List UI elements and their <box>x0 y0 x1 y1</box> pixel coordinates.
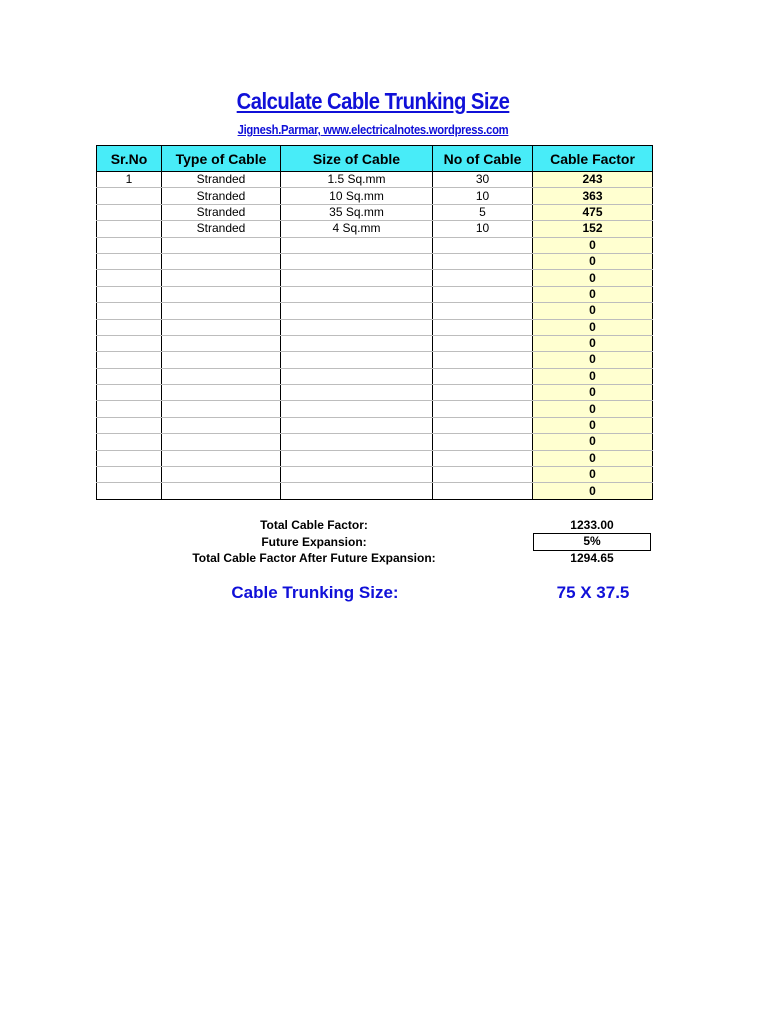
trunking-size-label: Cable Trunking Size: <box>231 583 399 602</box>
author-link[interactable]: Jignesh.Parmar, www.electricalnotes.wordpress.com <box>237 123 509 137</box>
sr-no-cell[interactable] <box>97 483 162 499</box>
count-cell[interactable] <box>433 335 533 351</box>
sr-no-cell[interactable] <box>97 188 162 204</box>
factor-cell: 0 <box>533 253 653 269</box>
size-cell[interactable] <box>281 434 433 450</box>
size-cell[interactable] <box>281 335 433 351</box>
sr-no-cell[interactable]: 1 <box>97 172 162 188</box>
count-cell[interactable] <box>433 286 533 302</box>
factor-cell: 0 <box>533 417 653 433</box>
type-cell[interactable] <box>162 352 281 368</box>
factor-cell: 0 <box>533 401 653 417</box>
factor-cell: 0 <box>533 286 653 302</box>
factor-cell: 0 <box>533 483 653 499</box>
type-cell[interactable] <box>162 385 281 401</box>
count-cell[interactable] <box>433 385 533 401</box>
count-cell[interactable] <box>433 270 533 286</box>
count-cell[interactable] <box>433 434 533 450</box>
total-cable-factor-label: Total Cable Factor: <box>260 518 368 532</box>
size-cell[interactable] <box>281 352 433 368</box>
size-cell[interactable] <box>281 483 433 499</box>
type-cell[interactable] <box>162 270 281 286</box>
table-row <box>97 237 653 253</box>
factor-cell: 0 <box>533 434 653 450</box>
table-row <box>97 401 653 417</box>
header-cable-factor: Cable Factor <box>533 146 653 172</box>
sr-no-cell[interactable] <box>97 319 162 335</box>
count-cell[interactable]: 30 <box>433 172 533 188</box>
type-cell[interactable]: Stranded <box>162 221 281 237</box>
type-cell[interactable] <box>162 335 281 351</box>
table-row <box>97 188 653 204</box>
count-cell[interactable] <box>433 450 533 466</box>
sr-no-cell[interactable] <box>97 368 162 384</box>
sr-no-cell[interactable] <box>97 401 162 417</box>
table-row <box>97 286 653 302</box>
header-sr-no: Sr.No <box>97 146 162 172</box>
sr-no-cell[interactable] <box>97 204 162 220</box>
size-cell[interactable]: 10 Sq.mm <box>281 188 433 204</box>
future-expansion-label: Future Expansion: <box>261 535 367 549</box>
type-cell[interactable] <box>162 401 281 417</box>
size-cell[interactable] <box>281 270 433 286</box>
factor-cell: 0 <box>533 385 653 401</box>
sr-no-cell[interactable] <box>97 450 162 466</box>
type-cell[interactable] <box>162 483 281 499</box>
type-cell[interactable]: Stranded <box>162 204 281 220</box>
size-cell[interactable] <box>281 303 433 319</box>
table-row <box>97 385 653 401</box>
type-cell[interactable] <box>162 303 281 319</box>
factor-cell: 243 <box>533 172 653 188</box>
type-cell[interactable] <box>162 319 281 335</box>
factor-cell: 0 <box>533 237 653 253</box>
size-cell[interactable] <box>281 319 433 335</box>
size-cell[interactable] <box>281 467 433 483</box>
header-type-of-cable: Type of Cable <box>162 146 281 172</box>
table-header-row <box>97 146 653 172</box>
type-cell[interactable] <box>162 253 281 269</box>
type-cell[interactable] <box>162 434 281 450</box>
factor-cell: 0 <box>533 352 653 368</box>
size-cell[interactable] <box>281 401 433 417</box>
sr-no-cell[interactable] <box>97 253 162 269</box>
sr-no-cell[interactable] <box>97 335 162 351</box>
table-row <box>97 270 653 286</box>
total-after-expansion-value: 1294.65 <box>570 551 614 565</box>
table-row <box>97 352 653 368</box>
sr-no-cell[interactable] <box>97 270 162 286</box>
count-cell[interactable] <box>433 319 533 335</box>
table-body <box>97 172 653 500</box>
header-size-of-cable: Size of Cable <box>281 146 433 172</box>
table-row <box>97 303 653 319</box>
size-cell[interactable] <box>281 450 433 466</box>
size-cell[interactable] <box>281 286 433 302</box>
count-cell[interactable] <box>433 352 533 368</box>
table-row <box>97 417 653 433</box>
factor-cell: 0 <box>533 303 653 319</box>
factor-cell: 0 <box>533 335 653 351</box>
type-cell[interactable] <box>162 417 281 433</box>
count-cell[interactable] <box>433 467 533 483</box>
type-cell[interactable]: Stranded <box>162 188 281 204</box>
table-row <box>97 368 653 384</box>
trunking-size-value: 75 X 37.5 <box>556 583 630 602</box>
size-cell[interactable] <box>281 368 433 384</box>
count-cell[interactable] <box>433 237 533 253</box>
size-cell[interactable] <box>281 237 433 253</box>
table-row <box>97 335 653 351</box>
type-cell[interactable]: Stranded <box>162 172 281 188</box>
table-row <box>97 221 653 237</box>
table-row <box>97 483 653 499</box>
count-cell[interactable] <box>433 483 533 499</box>
sr-no-cell[interactable] <box>97 385 162 401</box>
table-row <box>97 204 653 220</box>
factor-cell: 0 <box>533 368 653 384</box>
total-after-expansion-label: Total Cable Factor After Future Expansion: <box>192 551 436 565</box>
total-cable-factor-value: 1233.00 <box>570 518 614 532</box>
factor-cell: 0 <box>533 450 653 466</box>
table-row <box>97 319 653 335</box>
page-title: Calculate Cable Trunking Size <box>236 88 510 114</box>
type-cell[interactable] <box>162 286 281 302</box>
sr-no-cell[interactable] <box>97 286 162 302</box>
count-cell[interactable]: 5 <box>433 204 533 220</box>
count-cell[interactable] <box>433 303 533 319</box>
factor-cell: 0 <box>533 319 653 335</box>
type-cell[interactable] <box>162 450 281 466</box>
size-cell[interactable] <box>281 385 433 401</box>
cable-table <box>96 145 653 500</box>
table-row <box>97 434 653 450</box>
factor-cell: 152 <box>533 221 653 237</box>
size-cell[interactable]: 4 Sq.mm <box>281 221 433 237</box>
size-cell[interactable]: 1.5 Sq.mm <box>281 172 433 188</box>
factor-cell: 363 <box>533 188 653 204</box>
table-row <box>97 450 653 466</box>
factor-cell: 0 <box>533 467 653 483</box>
count-cell[interactable]: 10 <box>433 221 533 237</box>
table-row <box>97 467 653 483</box>
sr-no-cell[interactable] <box>97 417 162 433</box>
factor-cell: 0 <box>533 270 653 286</box>
sr-no-cell[interactable] <box>97 352 162 368</box>
sr-no-cell[interactable] <box>97 237 162 253</box>
size-cell[interactable] <box>281 417 433 433</box>
size-cell[interactable] <box>281 253 433 269</box>
future-expansion-input[interactable]: 5% <box>533 533 651 551</box>
sr-no-cell[interactable] <box>97 434 162 450</box>
table-row <box>97 172 653 188</box>
type-cell[interactable] <box>162 237 281 253</box>
table-row <box>97 253 653 269</box>
sr-no-cell[interactable] <box>97 221 162 237</box>
count-cell[interactable] <box>433 368 533 384</box>
sr-no-cell[interactable] <box>97 467 162 483</box>
factor-cell: 475 <box>533 204 653 220</box>
count-cell[interactable] <box>433 417 533 433</box>
header-no-of-cable: No of Cable <box>433 146 533 172</box>
count-cell[interactable]: 10 <box>433 188 533 204</box>
type-cell[interactable] <box>162 467 281 483</box>
count-cell[interactable] <box>433 401 533 417</box>
sr-no-cell[interactable] <box>97 303 162 319</box>
type-cell[interactable] <box>162 368 281 384</box>
size-cell[interactable]: 35 Sq.mm <box>281 204 433 220</box>
count-cell[interactable] <box>433 253 533 269</box>
